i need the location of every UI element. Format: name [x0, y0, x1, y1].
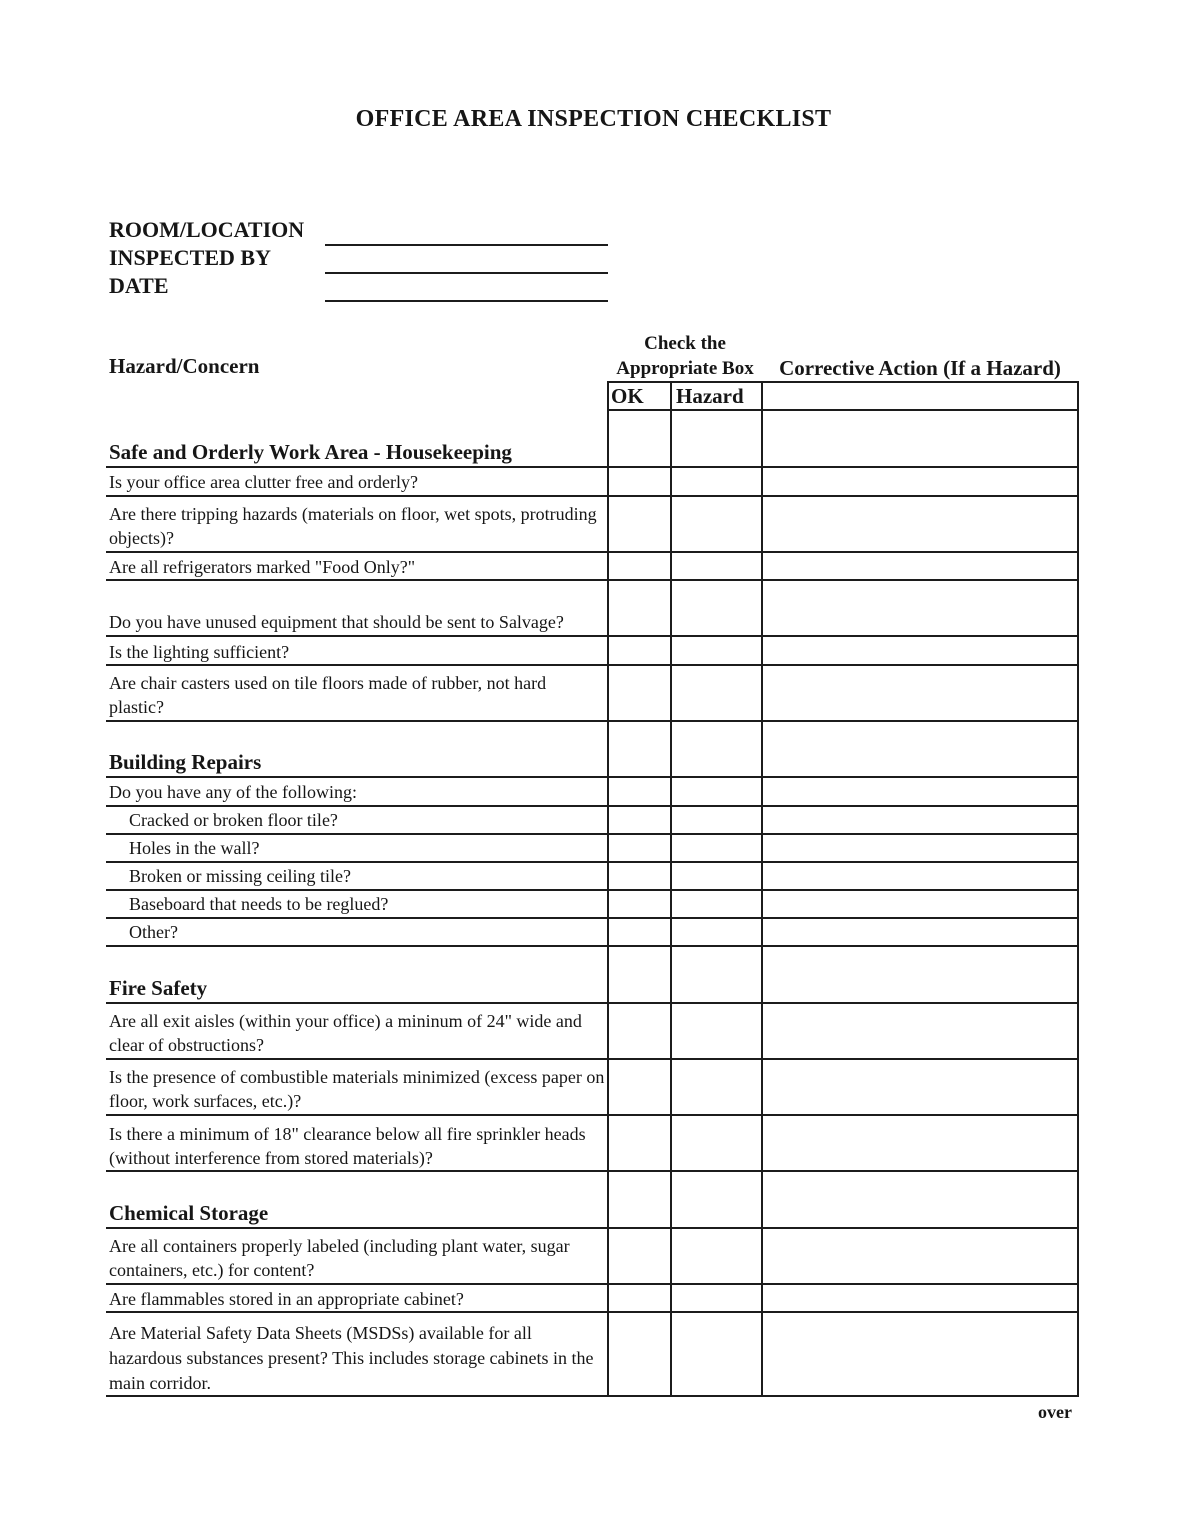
row-rule — [106, 861, 1079, 863]
table-right-border — [1077, 381, 1079, 1397]
row-rule — [106, 635, 1079, 637]
question-tripping-hazards: Are there tripping hazards (materials on floor, wet spots, protruding objects)? — [109, 504, 597, 548]
hazard-concern-header: Hazard/Concern — [109, 354, 260, 378]
row-rule — [106, 1002, 1079, 1004]
room-location-field[interactable] — [325, 244, 608, 246]
section-title-fire-safety: Fire Safety — [109, 976, 208, 1000]
table-top-border — [608, 381, 1079, 383]
question-unused-equipment: Do you have unused equipment that should be sent to Salvage? — [109, 612, 564, 632]
question-floor-tile: Cracked or broken floor tile? — [129, 810, 338, 830]
question-flammables-cabinet: Are flammables stored in an appropriate cabinet? — [109, 1289, 464, 1309]
question-refrigerators: Are all refrigerators marked "Food Only?" — [109, 557, 416, 577]
check-the-header: Check the — [644, 333, 726, 354]
row-rule — [106, 776, 1079, 778]
table-header-rule — [608, 409, 1079, 411]
page-title: OFFICE AREA INSPECTION CHECKLIST — [355, 106, 832, 132]
row-rule — [106, 945, 1079, 947]
room-location-label: ROOM/LOCATION — [109, 217, 305, 242]
question-containers-labeled: Are all containers properly labeled (including plant water, sugar containers, etc.) for content? — [109, 1236, 570, 1280]
row-rule — [106, 1114, 1079, 1116]
inspected-by-label: INSPECTED BY — [109, 245, 271, 270]
row-rule — [106, 1170, 1079, 1172]
row-rule — [106, 1058, 1079, 1060]
question-combustible-materials: Is the presence of combustible materials minimized (excess paper on floor, work surfaces, etc.)? — [109, 1067, 605, 1111]
row-rule — [106, 720, 1079, 722]
row-rule — [106, 1283, 1079, 1285]
row-rule — [106, 495, 1079, 497]
row-rule — [106, 1227, 1079, 1229]
question-sprinkler-clearance: Is there a minimum of 18" clearance below all fire sprinkler heads (without interference from stored materials)? — [109, 1124, 586, 1168]
question-any-following: Do you have any of the following: — [109, 782, 357, 802]
appropriate-box-header: Appropriate Box — [616, 358, 754, 379]
question-exit-aisles: Are all exit aisles (within your office) a mininum of 24" wide and clear of obstructions? — [109, 1011, 582, 1055]
row-rule — [106, 833, 1079, 835]
question-ceiling-tile: Broken or missing ceiling tile? — [129, 866, 351, 886]
ok-column-header: OK — [611, 384, 644, 408]
row-rule — [106, 1311, 1079, 1313]
row-rule — [106, 805, 1079, 807]
question-wall-holes: Holes in the wall? — [129, 838, 260, 858]
question-chair-casters: Are chair casters used on tile floors made of rubber, not hard plastic? — [109, 673, 547, 717]
row-rule — [106, 579, 1079, 581]
row-rule — [106, 889, 1079, 891]
question-lighting: Is the lighting sufficient? — [109, 642, 290, 662]
date-field[interactable] — [325, 300, 608, 302]
section-title-housekeeping: Safe and Orderly Work Area - Housekeeping — [109, 440, 512, 464]
row-rule — [106, 917, 1079, 919]
question-baseboard: Baseboard that needs to be reglued? — [129, 894, 389, 914]
date-label: DATE — [109, 273, 169, 298]
footer-over: over — [1038, 1402, 1072, 1422]
question-other: Other? — [129, 922, 178, 942]
hazard-column-header: Hazard — [676, 384, 744, 408]
row-rule — [106, 664, 1079, 666]
row-rule — [106, 466, 1079, 468]
inspected-by-field[interactable] — [325, 272, 608, 274]
hazard-column-left-border — [670, 381, 672, 1397]
corrective-action-header: Corrective Action (If a Hazard) — [779, 356, 1061, 380]
question-clutter-free: Is your office area clutter free and orderly? — [109, 472, 418, 492]
row-rule — [106, 551, 1079, 553]
section-title-building-repairs: Building Repairs — [109, 750, 262, 774]
section-title-chemical-storage: Chemical Storage — [109, 1201, 269, 1225]
corrective-column-left-border — [761, 381, 763, 1397]
question-msds: Are Material Safety Data Sheets (MSDSs) available for all hazardous substances present? This includes storage cabinets in the main corridor. — [109, 1323, 594, 1393]
ok-column-left-border — [607, 381, 609, 1397]
